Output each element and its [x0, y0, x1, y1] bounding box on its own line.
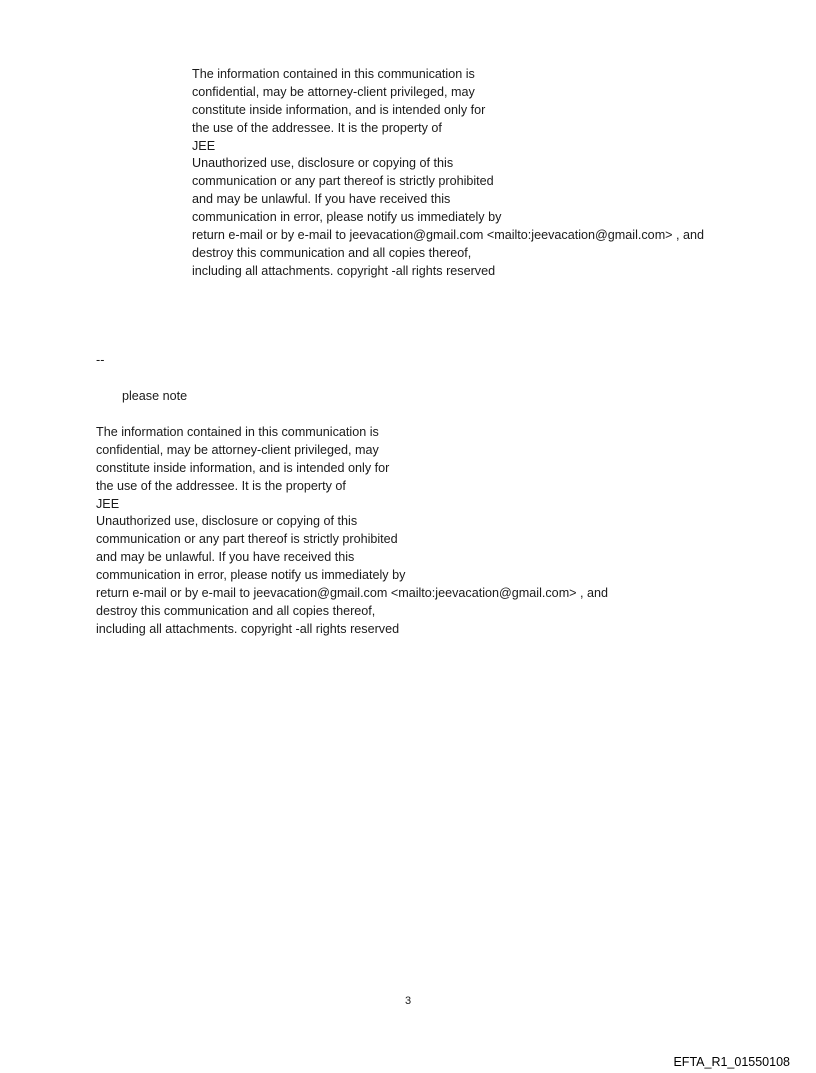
notice-line: communication or any part thereof is strictly prohibited — [96, 532, 398, 547]
page-number: 3 — [404, 995, 412, 1007]
notice-line: the use of the addressee. It is the property of — [96, 478, 346, 493]
notice-line: confidential, may be attorney-client privileged, may — [96, 442, 379, 457]
notice-line: destroy this communication and all copies thereof, — [96, 603, 376, 618]
notice-line: Unauthorized use, disclosure or copying of this — [96, 514, 358, 529]
signature-separator: -- — [96, 353, 105, 367]
notice-line: including all attachments. copyright -all rights reserved — [192, 263, 496, 278]
notice-line: confidential, may be attorney-client privileged, may — [192, 84, 475, 99]
notice-line: including all attachments. copyright -all rights reserved — [96, 621, 400, 636]
notice-line: communication or any part thereof is strictly prohibited — [192, 174, 494, 189]
bates-stamp: EFTA_R1_01550108 — [673, 1055, 790, 1069]
notice-line-email: return e-mail or by e-mail to jeevacation@gmail.com <mailto:jeevacation@gmail.com> , and — [96, 586, 609, 601]
notice-line: communication in error, please notify us immediately by — [192, 210, 502, 225]
notice-line: JEE — [192, 138, 216, 153]
confidentiality-notice-indented — [192, 66, 704, 281]
please-note-label: please note — [122, 389, 188, 403]
notice-line-email: return e-mail or by e-mail to jeevacation@gmail.com <mailto:jeevacation@gmail.com> , and — [192, 228, 705, 243]
notice-line: constitute inside information, and is intended only for — [96, 460, 390, 475]
notice-line: destroy this communication and all copies thereof, — [192, 245, 472, 260]
notice-line: and may be unlawful. If you have received this — [192, 192, 451, 207]
notice-line: The information contained in this communication is — [192, 67, 475, 81]
notice-line: communication in error, please notify us immediately by — [96, 568, 406, 583]
confidentiality-notice — [96, 424, 608, 639]
notice-line: and may be unlawful. If you have received this — [96, 550, 355, 565]
notice-line: The information contained in this communication is — [96, 425, 379, 439]
notice-line: the use of the addressee. It is the property of — [192, 120, 442, 135]
notice-line: Unauthorized use, disclosure or copying of this — [192, 156, 454, 171]
notice-line: constitute inside information, and is intended only for — [192, 102, 486, 117]
notice-line: JEE — [96, 496, 120, 511]
